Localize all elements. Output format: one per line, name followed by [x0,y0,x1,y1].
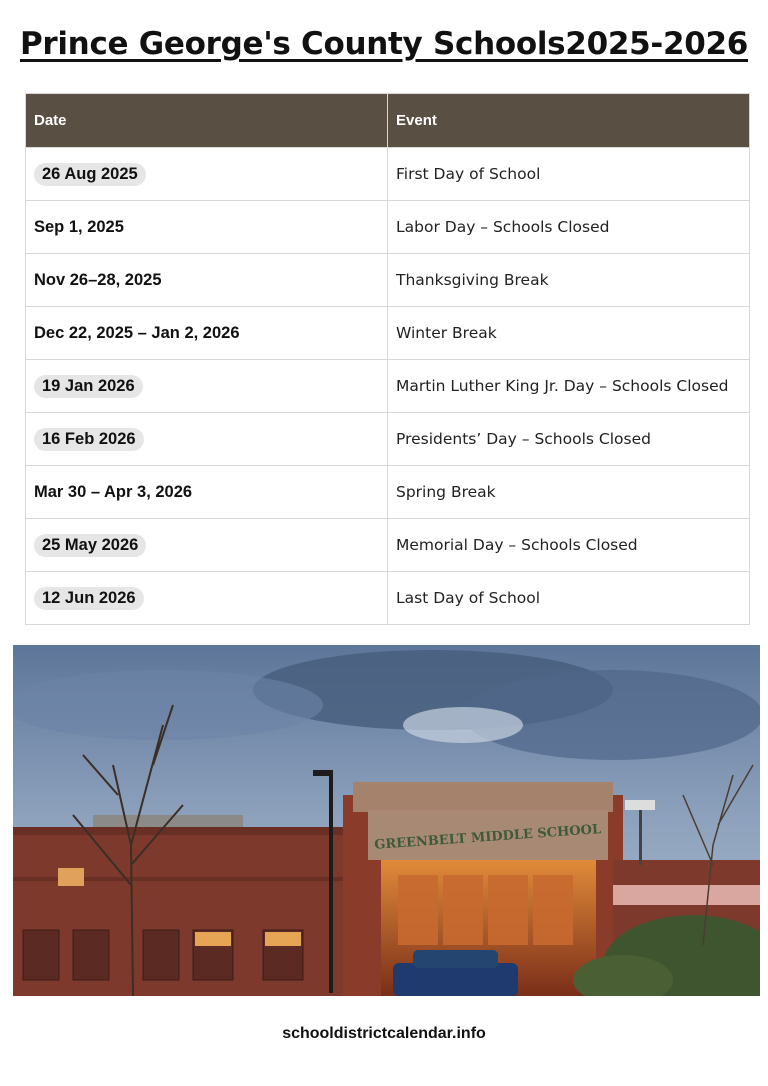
school-sign-text: GREENBELT MIDDLE SCHOOL [373,822,602,853]
date-text: 25 May 2026 [34,534,146,557]
date-text: 26 Aug 2025 [34,163,146,186]
event-cell: Labor Day – Schools Closed [388,201,750,254]
calendar-table [25,93,750,625]
event-cell: Winter Break [388,307,750,360]
date-text: 16 Feb 2026 [34,428,144,451]
date-text: Mar 30 – Apr 3, 2026 [34,482,193,501]
table-row [26,413,750,466]
event-cell: Martin Luther King Jr. Day – Schools Closed [388,360,750,413]
event-cell: First Day of School [388,148,750,201]
date-text: 12 Jun 2026 [34,587,144,610]
date-text: Nov 26–28, 2025 [34,270,162,289]
date-cell [26,307,388,360]
table-row [26,360,750,413]
school-photo [13,645,760,996]
date-text: Dec 22, 2025 – Jan 2, 2026 [34,323,240,342]
table-row [26,201,750,254]
date-cell [26,254,388,307]
table-row [26,519,750,572]
date-text: 19 Jan 2026 [34,375,143,398]
event-cell: Memorial Day – Schools Closed [388,519,750,572]
date-cell [26,360,388,413]
event-cell: Thanksgiving Break [388,254,750,307]
table-row [26,466,750,519]
event-cell: Last Day of School [388,572,750,625]
date-cell [26,201,388,254]
event-column-header: Event [388,94,750,148]
table-row [26,148,750,201]
table-row [26,254,750,307]
page-title: Prince George's County Schools2025-2026 [19,26,749,62]
date-text: Sep 1, 2025 [34,217,124,236]
date-cell [26,466,388,519]
date-column-header: Date [26,94,388,148]
table-row [26,572,750,625]
footer-site-url: schooldistrictcalendar.info [282,1025,486,1042]
table-row [26,307,750,360]
date-cell [26,572,388,625]
event-cell: Presidents’ Day – Schools Closed [388,413,750,466]
date-cell [26,519,388,572]
table-header-row [26,94,750,148]
event-cell: Spring Break [388,466,750,519]
date-cell [26,148,388,201]
date-cell [26,413,388,466]
